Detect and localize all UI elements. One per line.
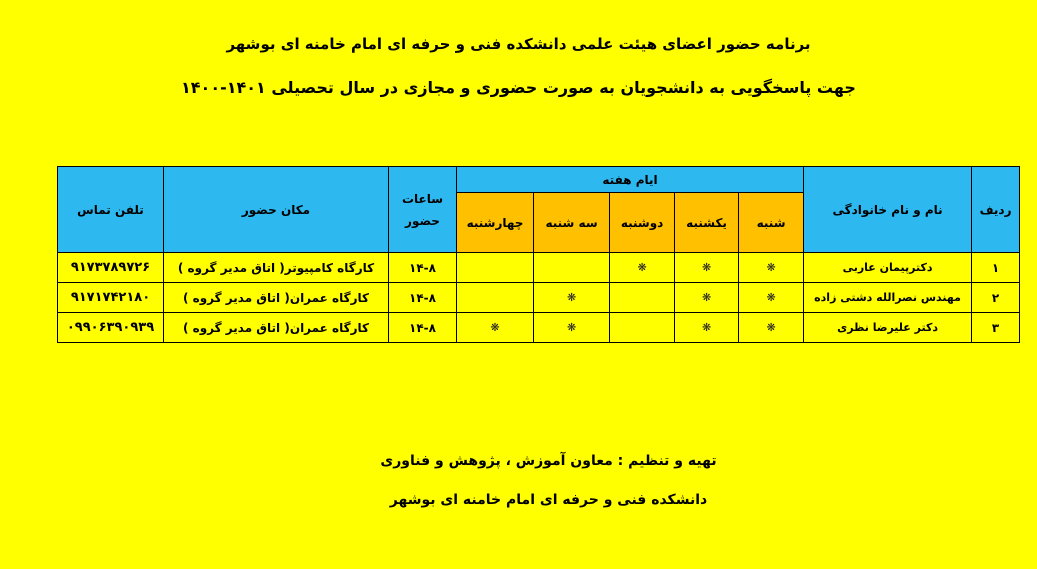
header-row-number: ردیف [972, 167, 1020, 253]
day-mark [610, 283, 675, 313]
header-day-tuesday: سه شنبه [534, 193, 610, 253]
attendance-location: کارگاه کامپیوتر( اتاق مدیر گروه ) [164, 253, 389, 283]
header-hours [389, 167, 457, 253]
day-mark: ❋ [610, 253, 675, 283]
footer-institution: دانشکده فنی و حرفه ای امام خامنه ای بوشهر [389, 492, 708, 508]
header-day-sunday: یکشنبه [675, 193, 739, 253]
day-mark: ❋ [739, 253, 804, 283]
day-mark [610, 313, 675, 343]
phone-number: ۰۹۹۰۶۳۹۰۹۳۹ [58, 313, 164, 343]
day-mark: ❋ [457, 313, 534, 343]
header-day-saturday: شنبه [739, 193, 804, 253]
header-week-days: ایام هفته [457, 167, 804, 193]
day-mark [457, 253, 534, 283]
day-mark: ❋ [675, 283, 739, 313]
header-phone: تلفن تماس [58, 167, 164, 253]
day-mark [534, 253, 610, 283]
phone-number: ۹۱۷۳۷۸۹۷۲۶ [58, 253, 164, 283]
header-hours-line2: حضور [405, 213, 440, 228]
attendance-location: کارگاه عمران( اتاق مدیر گروه ) [164, 283, 389, 313]
page-subtitle: جهت پاسخگویی به دانشجویان به صورت حضوری و مجازی در سال تحصیلی ۱۴۰۱-۱۴۰۰ [181, 78, 856, 97]
day-mark: ❋ [739, 313, 804, 343]
table-row [58, 313, 1020, 343]
day-mark: ❋ [675, 313, 739, 343]
member-name: دکترپیمان عاربی [804, 253, 972, 283]
phone-number: ۹۱۷۱۷۴۲۱۸۰ [58, 283, 164, 313]
row-number: ۳ [972, 313, 1020, 343]
attendance-hours: ۱۴-۸ [389, 313, 457, 343]
attendance-location: کارگاه عمران( اتاق مدیر گروه ) [164, 313, 389, 343]
day-mark: ❋ [675, 253, 739, 283]
header-day-monday: دوشنبه [610, 193, 675, 253]
member-name: مهندس نصرالله دشتی زاده [804, 283, 972, 313]
header-hours-line1: ساعات [401, 191, 444, 206]
attendance-hours: ۱۴-۸ [389, 253, 457, 283]
day-mark: ❋ [739, 283, 804, 313]
row-number: ۱ [972, 253, 1020, 283]
table-row [58, 283, 1020, 313]
page-title: برنامه حضور اعضای هیئت علمی دانشکده فنی و حرفه ای امام خامنه ای بوشهر [226, 35, 811, 53]
day-mark: ❋ [534, 313, 610, 343]
header-location: مکان حضور [164, 167, 389, 253]
day-mark [457, 283, 534, 313]
row-number: ۲ [972, 283, 1020, 313]
member-name: دکتر علیرضا نظری [804, 313, 972, 343]
header-day-wednesday: چهارشنبه [457, 193, 534, 253]
header-name: نام و نام خانوادگی [804, 167, 972, 253]
table-row [58, 253, 1020, 283]
schedule-table [57, 166, 1020, 343]
day-mark: ❋ [534, 283, 610, 313]
footer-prepared-by: تهیه و تنظیم : معاون آموزش ، پژوهش و فناوری [380, 453, 717, 469]
attendance-hours: ۱۴-۸ [389, 283, 457, 313]
